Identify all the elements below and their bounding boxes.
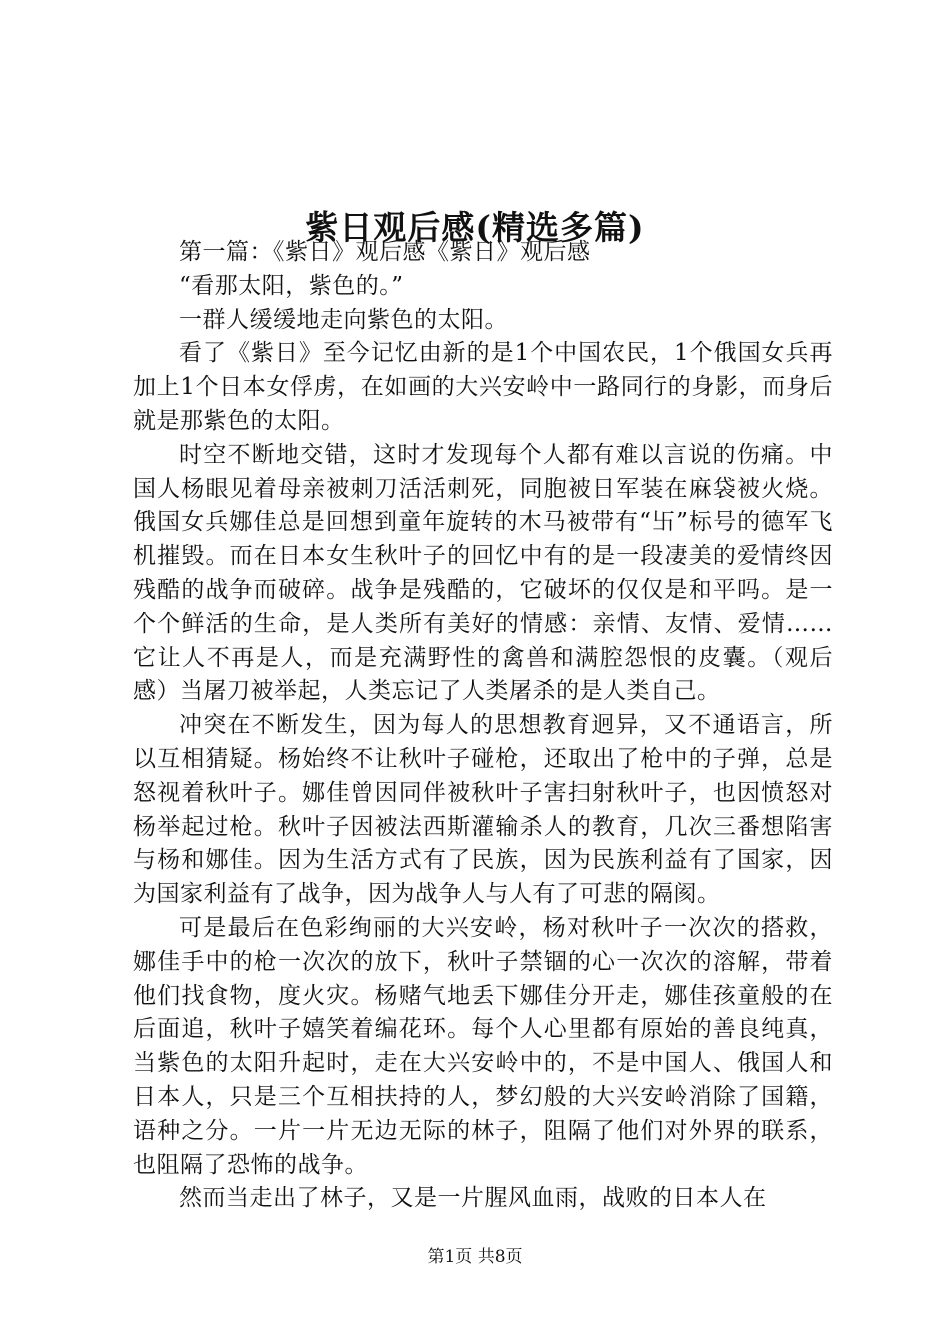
paragraph: 时空不断地交错，这时才发现每个人都有难以言说的伤痛。中国人杨眼见着母亲被刺刀活活刺死，同胞被日军装在麻袋被火烧。俄国女兵娜佳总是回想到童年旋转的木马被带有“卐”标号的德军飞机摧毁。而在日本女生秋叶子的回忆中有的是一段凄美的爱情终因残酷的战争而破碎。战争是残酷的，它破坏的仅仅是和平吗。是一个个鲜活的生命，是人类所有美好的情感：亲情、友情、爱情……它让人不再是人，而是充满野性的禽兽和满腔怨恨的皮囊。（观后感）当屠刀被举起，人类忘记了人类屠杀的是人类自己。	[133, 441, 833, 705]
paragraph: 冲突在不断发生，因为每人的思想教育迥异，又不通语言，所以互相猜疑。杨始终不让秋叶子碰枪，还取出了枪中的子弹，总是怒视着秋叶子。娜佳曾因同伴被秋叶子害扫射秋叶子，也因愤怒对杨举起过枪。秋叶子因被法西斯灌输杀人的教育，几次三番想陷害与杨和娜佳。因为生活方式有了民族，因为民族利益有了国家，因为国家利益有了战争，因为战争人与人有了可悲的隔阂。	[133, 712, 833, 908]
paragraph: 一群人缓缓地走向紫色的太阳。	[179, 306, 508, 333]
paragraph: 可是最后在色彩绚丽的大兴安岭，杨对秋叶子一次次的搭救，娜佳手中的枪一次次的放下，秋叶子禁锢的心一次次的溶解，带着他们找食物，度火灾。杨赌气地丢下娜佳分开走，娜佳孩童般的在后面追，秋叶子嬉笑着编花环。每个人心里都有原始的善良纯真，当紫色的太阳升起时，走在大兴安岭中的，不是中国人、俄国人和日本人，只是三个互相扶持的人，梦幻般的大兴安岭消除了国籍，语种之分。一片一片无边无际的林子，阻隔了他们对外界的联系，也阻隔了恐怖的战争。	[133, 914, 833, 1178]
document-body	[133, 236, 833, 1216]
paragraph-heading: 第一篇：《紫日》观后感《紫日》观后感	[179, 239, 591, 265]
paragraph: “看那太阳，紫色的。”	[179, 272, 404, 299]
paragraph: 然而当走出了林子，又是一片腥风血雨，战败的日本人在	[179, 1185, 767, 1212]
page-number-footer: 第1页 共8页	[427, 1247, 523, 1267]
paragraph: 看了《紫日》至今记忆由新的是1个中国农民，1个俄国女兵再加上1个日本女俘虏，在如画的大兴安岭中一路同行的身影，而身后就是那紫色的太阳。	[133, 340, 833, 434]
document-title: 紫日观后感(精选多篇)	[305, 208, 645, 248]
